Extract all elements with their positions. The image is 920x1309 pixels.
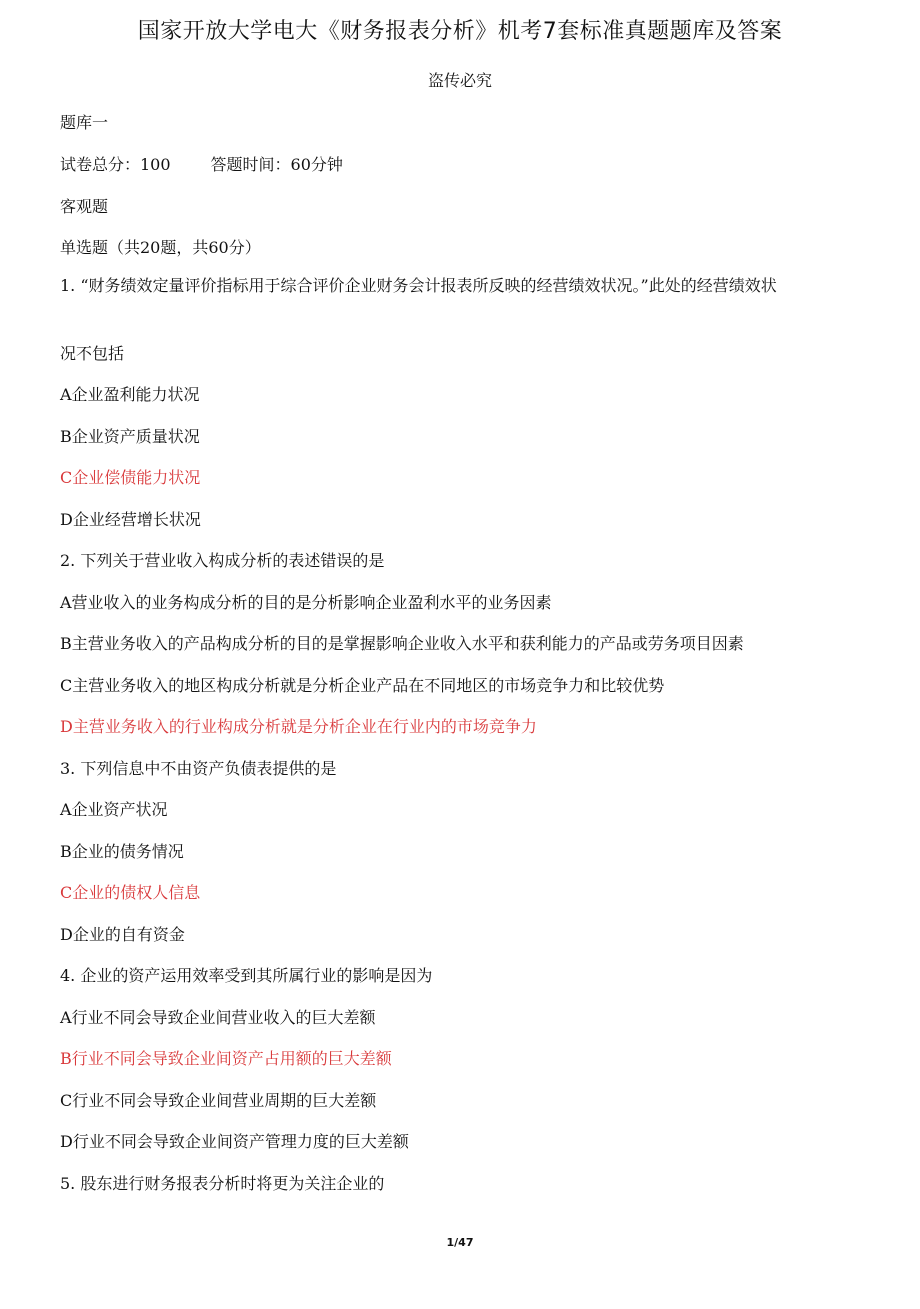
question-2-option-d-answer: D主营业务收入的行业构成分析就是分析企业在行业内的市场竞争力 [60, 717, 537, 736]
subsection-title: 单选题（共20题，共60分） [60, 238, 261, 257]
document-subtitle: 盗传必究 [427, 71, 492, 90]
question-3-option-c-answer: C企业的债权人信息 [60, 883, 201, 902]
question-2-option-a: A营业收入的业务构成分析的目的是分析影响企业盈利水平的业务因素 [60, 593, 552, 612]
exam-info [60, 152, 343, 175]
question-1-stem-cont: 况不包括 [60, 344, 125, 363]
question-3-option-a: A企业资产状况 [60, 800, 168, 819]
question-3-option-d: D企业的自有资金 [60, 925, 185, 944]
question-1-option-c-answer: C企业偿债能力状况 [60, 468, 201, 487]
question-2-stem: 2. 下列关于营业收入构成分析的表述错误的是 [60, 551, 385, 570]
question-4-option-d: D行业不同会导致企业间资产管理力度的巨大差额 [60, 1132, 409, 1151]
question-4-option-c: C行业不同会导致企业间营业周期的巨大差额 [60, 1091, 377, 1110]
section-title: 客观题 [60, 197, 109, 216]
document-title: 国家开放大学电大《财务报表分析》机考7套标准真题题库及答案 [137, 19, 783, 44]
question-1-option-a: A企业盈利能力状况 [60, 385, 200, 404]
question-1-option-b: B企业资产质量状况 [60, 427, 200, 446]
question-3-stem: 3. 下列信息中不由资产负债表提供的是 [60, 759, 337, 778]
question-bank-title: 题库一 [60, 113, 109, 132]
question-1-option-d: D企业经营增长状况 [60, 510, 201, 529]
page-number: 1/47 [446, 1236, 474, 1249]
question-1-stem: 1. “财务绩效定量评价指标用于综合评价企业财务会计报表所反映的经营绩效状况。”此处的经营绩效状 [60, 276, 777, 295]
question-4-option-b-answer: B行业不同会导致企业间资产占用额的巨大差额 [60, 1049, 392, 1068]
question-4-stem: 4. 企业的资产运用效率受到其所属行业的影响是因为 [60, 966, 433, 985]
question-4-option-a: A行业不同会导致企业间营业收入的巨大差额 [60, 1008, 376, 1027]
question-2-option-c: C主营业务收入的地区构成分析就是分析企业产品在不同地区的市场竞争力和比较优势 [60, 676, 665, 695]
question-3-option-b: B企业的债务情况 [60, 842, 184, 861]
question-2-option-b: B主营业务收入的产品构成分析的目的是掌握影响企业收入水平和获利能力的产品或劳务项目因素 [60, 634, 744, 653]
total-score: 试卷总分：100 [60, 155, 171, 174]
exam-time: 答题时间：60分钟 [210, 155, 343, 174]
question-5-stem: 5. 股东进行财务报表分析时将更为关注企业的 [60, 1174, 385, 1193]
